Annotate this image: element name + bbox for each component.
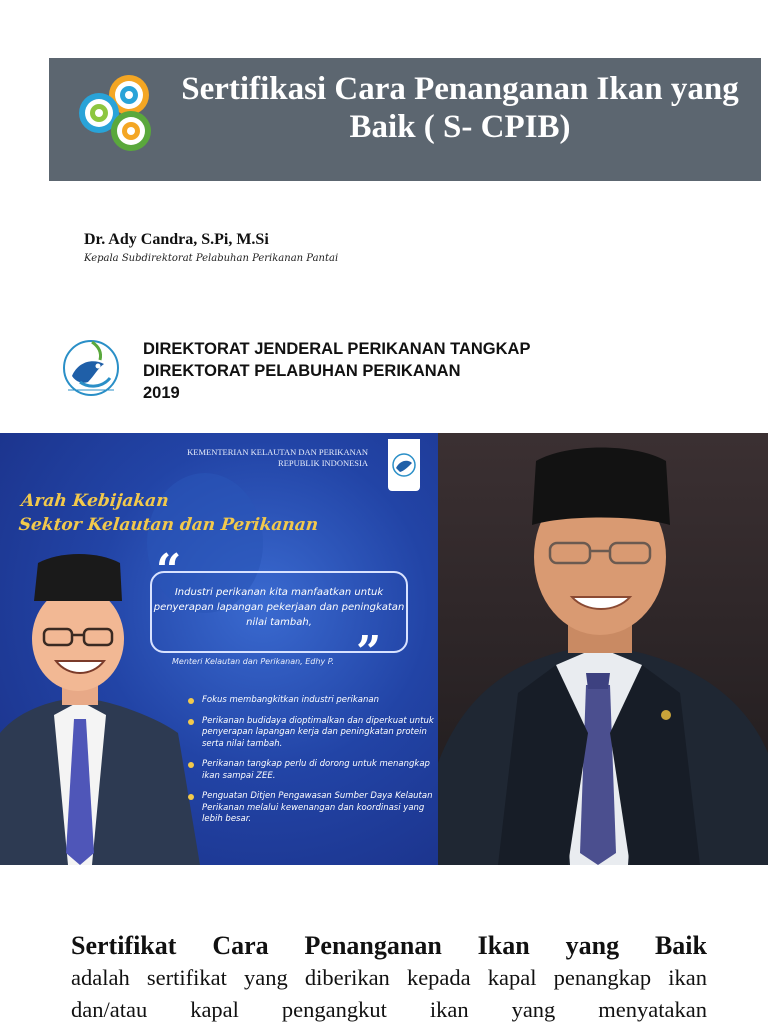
directorate-line-2: DIREKTORAT PELABUHAN PERIKANAN	[143, 362, 461, 380]
poster-badge	[388, 439, 420, 491]
list-item: Fokus membangkitkan industri perikanan	[186, 695, 436, 707]
list-item: Perikanan budidaya dioptimalkan dan diperkuat untuk penyerapan lapangan kerja dan peningkatan protein serta nilai tambah.	[186, 716, 436, 751]
author-role: Kepala Subdirektorat Pelabuhan Perikanan Pantai	[84, 253, 339, 264]
author-block	[84, 231, 338, 264]
s-cpib-logo-icon	[77, 71, 157, 157]
poster-quote-author: Menteri Kelautan dan Perikanan, Edhy P.	[172, 657, 334, 666]
poster-subtitle-line-1: Arah Kebijakan	[20, 491, 170, 511]
body-text: adalah sertifikat yang diberikan kepada kapal penangkap ikan dan/atau kapal pengangkut ikan yang menyatakan	[71, 965, 707, 1022]
minister-portrait	[438, 433, 768, 865]
close-quote-icon: ”	[356, 627, 382, 678]
poster-ministry-line-2: REPUBLIK INDONESIA	[278, 458, 368, 468]
body-paragraph	[71, 930, 707, 1026]
photo-band	[0, 433, 768, 865]
author-name: Dr. Ady Candra, S.Pi, M.Si	[84, 231, 269, 248]
policy-list	[186, 695, 436, 835]
directorate-block	[143, 338, 530, 404]
policy-poster	[0, 433, 438, 865]
poster-subtitle	[17, 489, 321, 537]
directorate-year: 2019	[143, 384, 180, 402]
list-item: Perikanan tangkap perlu di dorong untuk menangkap ikan sampai ZEE.	[186, 759, 436, 782]
kkp-badge-icon	[388, 439, 420, 491]
body-term: Sertifikat Cara Penanganan Ikan yang Baik	[71, 931, 707, 960]
kkp-logo-icon	[58, 332, 124, 400]
minister-photo	[438, 433, 768, 865]
open-quote-icon: “	[156, 545, 182, 596]
page-title: Sertifikasi Cara Penanganan Ikan yang Baik ( S- CPIB)	[181, 71, 739, 145]
poster-ministry-line-1: KEMENTERIAN KELAUTAN DAN PERIKANAN	[187, 447, 368, 457]
poster-ministry	[187, 447, 368, 469]
poster-quote: Industri perikanan kita manfaatkan untuk penyerapan lapangan pekerjaan dan peningkatan nilai tambah,	[153, 587, 405, 628]
list-item: Penguatan Ditjen Pengawasan Sumber Daya Kelautan Perikanan melalui kewenangan dan koordinasi yang lebih besar.	[186, 791, 436, 826]
directorate-line-1: DIREKTORAT JENDERAL PERIKANAN TANGKAP	[143, 340, 531, 358]
title-banner	[49, 58, 761, 181]
poster-subtitle-line-2: Sektor Kelautan dan Perikanan	[17, 515, 320, 535]
